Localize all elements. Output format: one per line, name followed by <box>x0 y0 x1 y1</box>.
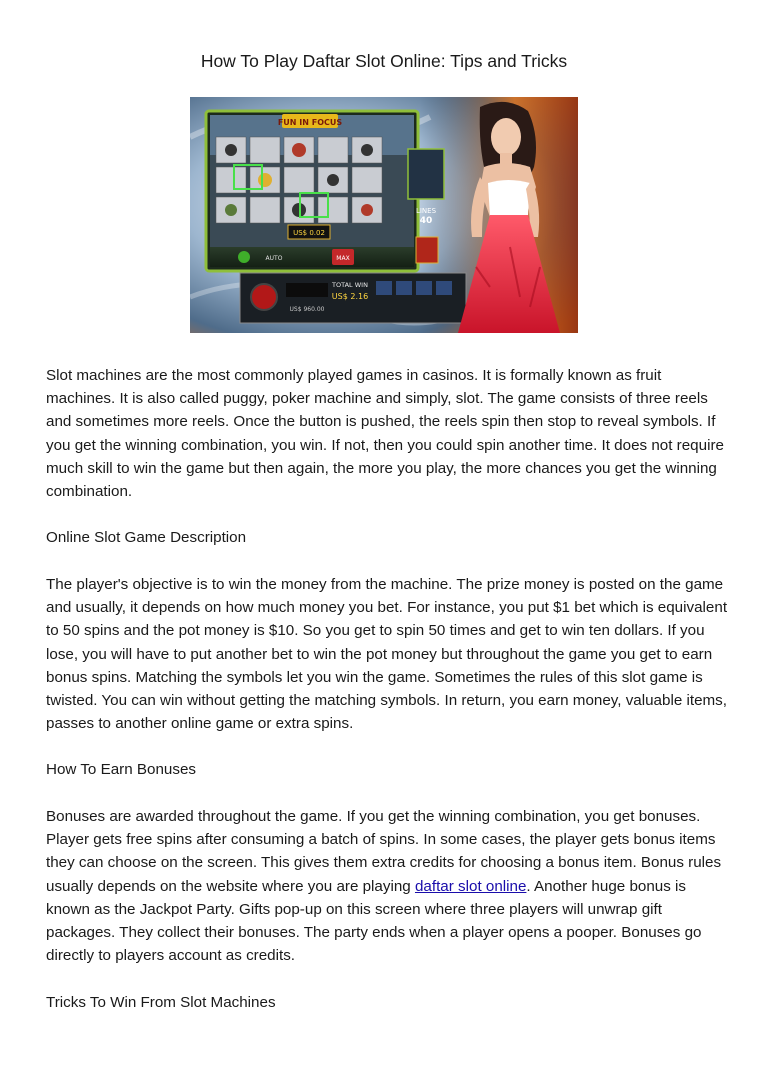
heading-online-slot-game-description: Online Slot Game Description <box>46 529 247 546</box>
page-title: How To Play Daftar Slot Online: Tips and Tricks <box>200 51 568 71</box>
bet-value: US$ 960.00 <box>289 306 325 313</box>
daftar-slot-online-link[interactable]: daftar slot online <box>414 877 527 895</box>
bonuses-text-after-link: . Another huge bonus is known as the Jackpot Party. Gifts pop-up on this screen where three players will unwrap gift packages. They collect their bonuses. The party ends when a player opens a pooper. Bonuses go directly to players account as credits. <box>46 877 702 965</box>
slot-game-hero-image <box>190 97 578 333</box>
win-value-text: US$ 0.02 <box>293 229 325 237</box>
auto-label: AUTO <box>265 255 283 262</box>
lines-value: 40 <box>419 216 433 226</box>
lines-label: LINES <box>415 207 437 215</box>
heading-how-to-earn-bonuses: How To Earn Bonuses <box>46 761 196 778</box>
max-label: MAX <box>336 255 350 262</box>
game-logo-text: FUN IN FOCUS <box>277 118 343 127</box>
heading-tricks-to-win: Tricks To Win From Slot Machines <box>46 994 276 1011</box>
objective-paragraph: The player's objective is to win the money from the machine. The prize money is posted on the game and usually, it depends on how much money you bet. For instance, you put $1 bet which is equivalent to 50 spins and the pot money is $10. So you get to spin 50 times and get to win ten dollars. If you lose, you will have to put another bet to win the pot money but throughout the game you get to earn bonus spins. Matching the symbols let you win the game. Sometimes the rules of this slot game is twisted. You can win without getting the matching symbols. In return, you earn money, valuable items, passes to another online game or extra spins. <box>46 576 728 733</box>
bonuses-text-before-link: Bonuses are awarded throughout the game. If you get the winning combination, you get bonuses. Player gets free spins after consuming a batch of spins. In some cases, the player gets bonus items they can choose on the screen. This gives them extra credits for choosing a bonus item. Bonus rules usually depends on the website where you are playing <box>46 808 722 895</box>
total-win-value: US$ 2.16 <box>331 292 369 301</box>
intro-paragraph: Slot machines are the most commonly played games in casinos. It is formally known as fruit machines. It is also called puggy, poker machine and simply, slot. The game consists of three reels and sometimes more reels. Once the button is pushed, the reels spin then stop to reveal symbols. If you get the winning combination, you win. If not, then you could spin another time. It does not require much skill to win the game but then again, the more you play, the more chances you get the winning combination. <box>46 367 724 501</box>
bonuses-paragraph <box>46 805 728 967</box>
hero-illustration <box>190 97 578 333</box>
total-win-label: TOTAL WIN <box>332 281 368 289</box>
